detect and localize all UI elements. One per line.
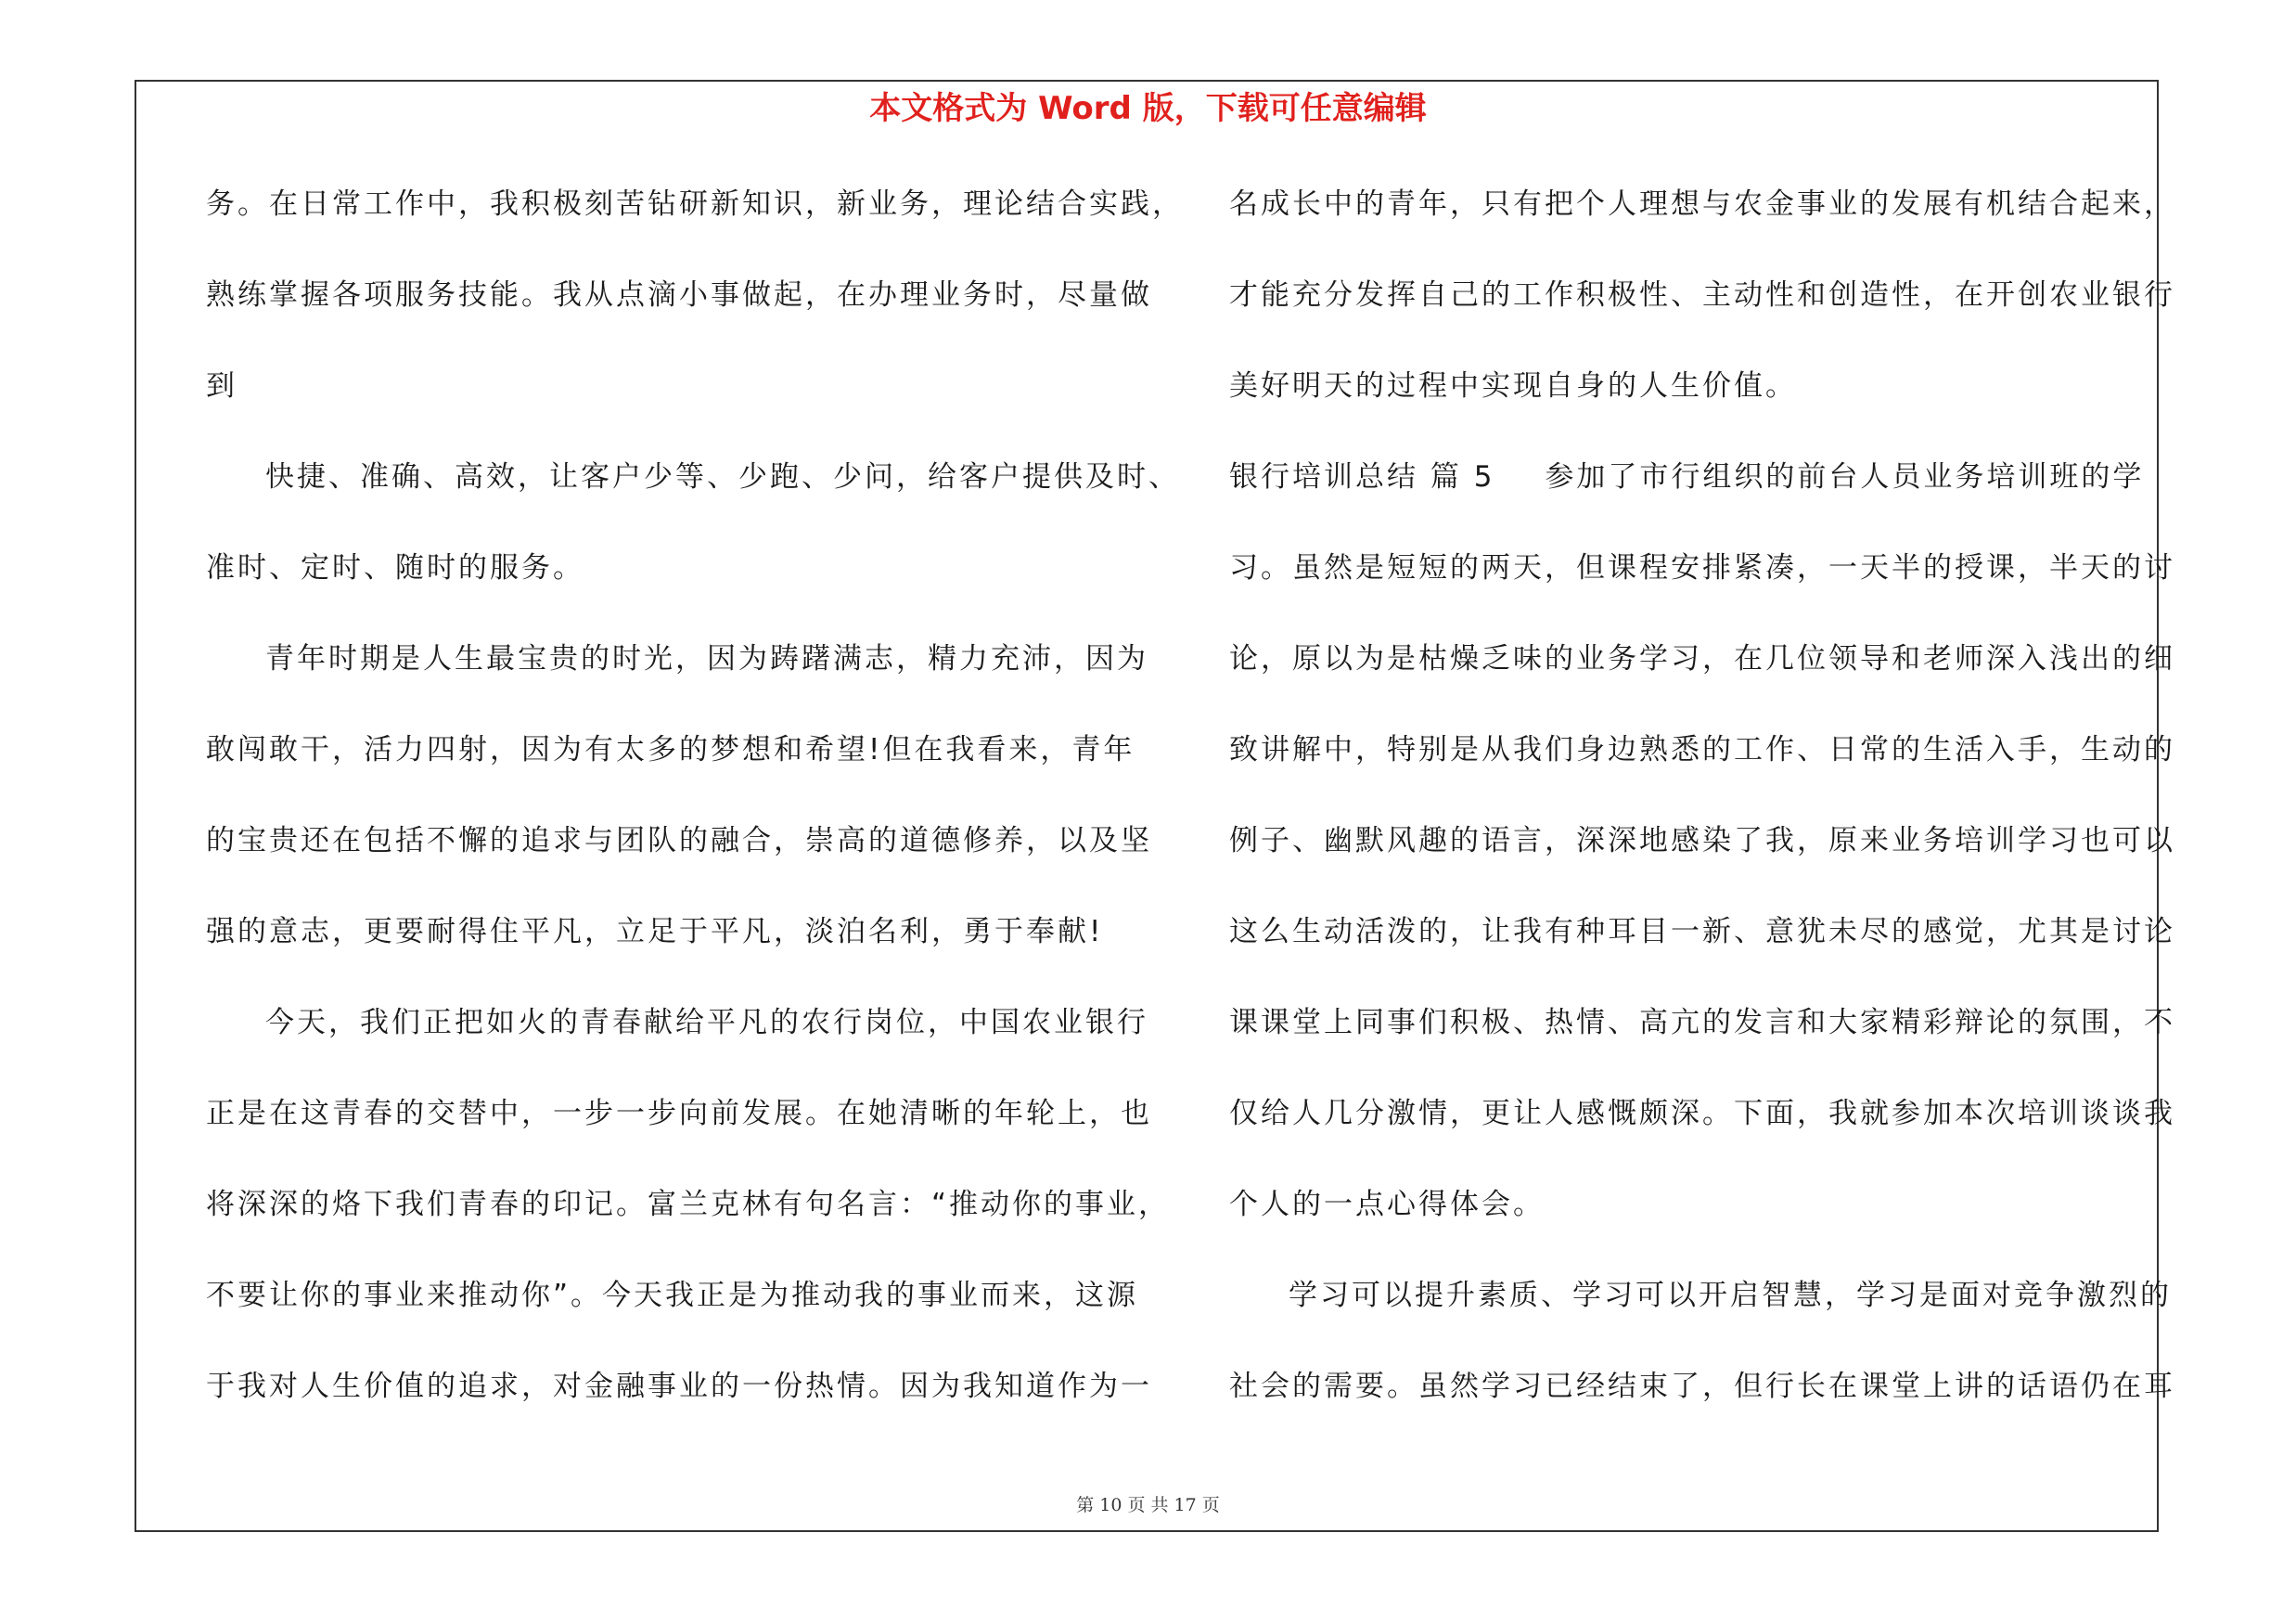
text-line: 不要让你的事业来推动你”。今天我正是为推动我的事业而来，这源 [206, 1279, 1139, 1312]
text-line: 社会的需要。虽然学习已经结束了，但行长在课堂上讲的话语仍在耳 [1229, 1370, 2175, 1403]
text-line: 学习可以提升素质、学习可以开启智慧，学习是面对竞争激烈的 [1289, 1279, 2172, 1312]
text-line: 美好明天的过程中实现自身的人生价值。 [1229, 369, 1797, 403]
text-line: 正是在这青春的交替中，一步一步向前发展。在她清晰的年轮上，也 [206, 1097, 1152, 1130]
section-heading: 银行培训总结 篇 5 [1229, 460, 1495, 494]
text-line: 仅给人几分激情，更让人感慨颇深。下面，我就参加本次培训谈谈我 [1229, 1097, 2175, 1130]
text-line: 例子、幽默风趣的语言，深深地感染了我，原来业务培训学习也可以 [1229, 824, 2175, 857]
text-line: 于我对人生价值的追求，对金融事业的一份热情。因为我知道作为一 [206, 1370, 1152, 1403]
text-line: 论，原以为是枯燥乏味的业务学习，在几位领导和老师深入浅出的细 [1229, 642, 2175, 676]
text-line: 青年时期是人生最宝贵的时光，因为踌躇满志，精力充沛，因为 [265, 642, 1148, 676]
text-line: 课课堂上同事们积极、热情、高亢的发言和大家精彩辩论的氛围，不 [1229, 1006, 2175, 1039]
text-line: 准时、定时、随时的服务。 [206, 551, 584, 585]
text-line: 个人的一点心得体会。 [1229, 1188, 1545, 1221]
text-line: 习。虽然是短短的两天，但课程安排紧凑，一天半的授课，半天的讨 [1229, 551, 2175, 585]
section-heading-line [1229, 455, 2144, 499]
format-banner: 本文格式为 Word 版，下载可任意编辑 [869, 90, 1427, 127]
page-number: 第 10 页 共 17 页 [1076, 1495, 1220, 1515]
text-line: 才能充分发挥自己的工作积极性、主动性和创造性，在开创农业银行 [1229, 278, 2175, 312]
text-line: 到 [206, 369, 237, 403]
text-line: 致讲解中，特别是从我们身边熟悉的工作、日常的生活入手，生动的 [1229, 733, 2175, 766]
text-line: 强的意志，更要耐得住平凡，立足于平凡，淡泊名利，勇于奉献! [206, 915, 1104, 948]
text-line: 名成长中的青年，只有把个人理想与农金事业的发展有机结合起来， [1229, 187, 2175, 221]
text-line: 将深深的烙下我们青春的印记。富兰克林有句名言：“推动你的事业， [206, 1188, 1171, 1221]
text-line: 敢闯敢干，活力四射，因为有太多的梦想和希望!但在我看来，青年 [206, 733, 1135, 766]
text-line: 的宝贵还在包括不懈的追求与团队的融合，崇高的道德修养，以及坚 [206, 824, 1152, 857]
text-line: 参加了市行组织的前台人员业务培训班的学 [1545, 460, 2145, 494]
text-line: 务。在日常工作中，我积极刻苦钻研新知识，新业务，理论结合实践， [206, 187, 1184, 221]
text-line: 这么生动活泼的，让我有种耳目一新、意犹未尽的感觉，尤其是讨论 [1229, 915, 2175, 948]
text-line: 今天，我们正把如火的青春献给平凡的农行岗位，中国农业银行 [265, 1006, 1148, 1039]
text-line: 熟练掌握各项服务技能。我从点滴小事做起，在办理业务时，尽量做 [206, 278, 1152, 312]
text-line: 快捷、准确、高效，让客户少等、少跑、少问，给客户提供及时、 [265, 460, 1180, 494]
